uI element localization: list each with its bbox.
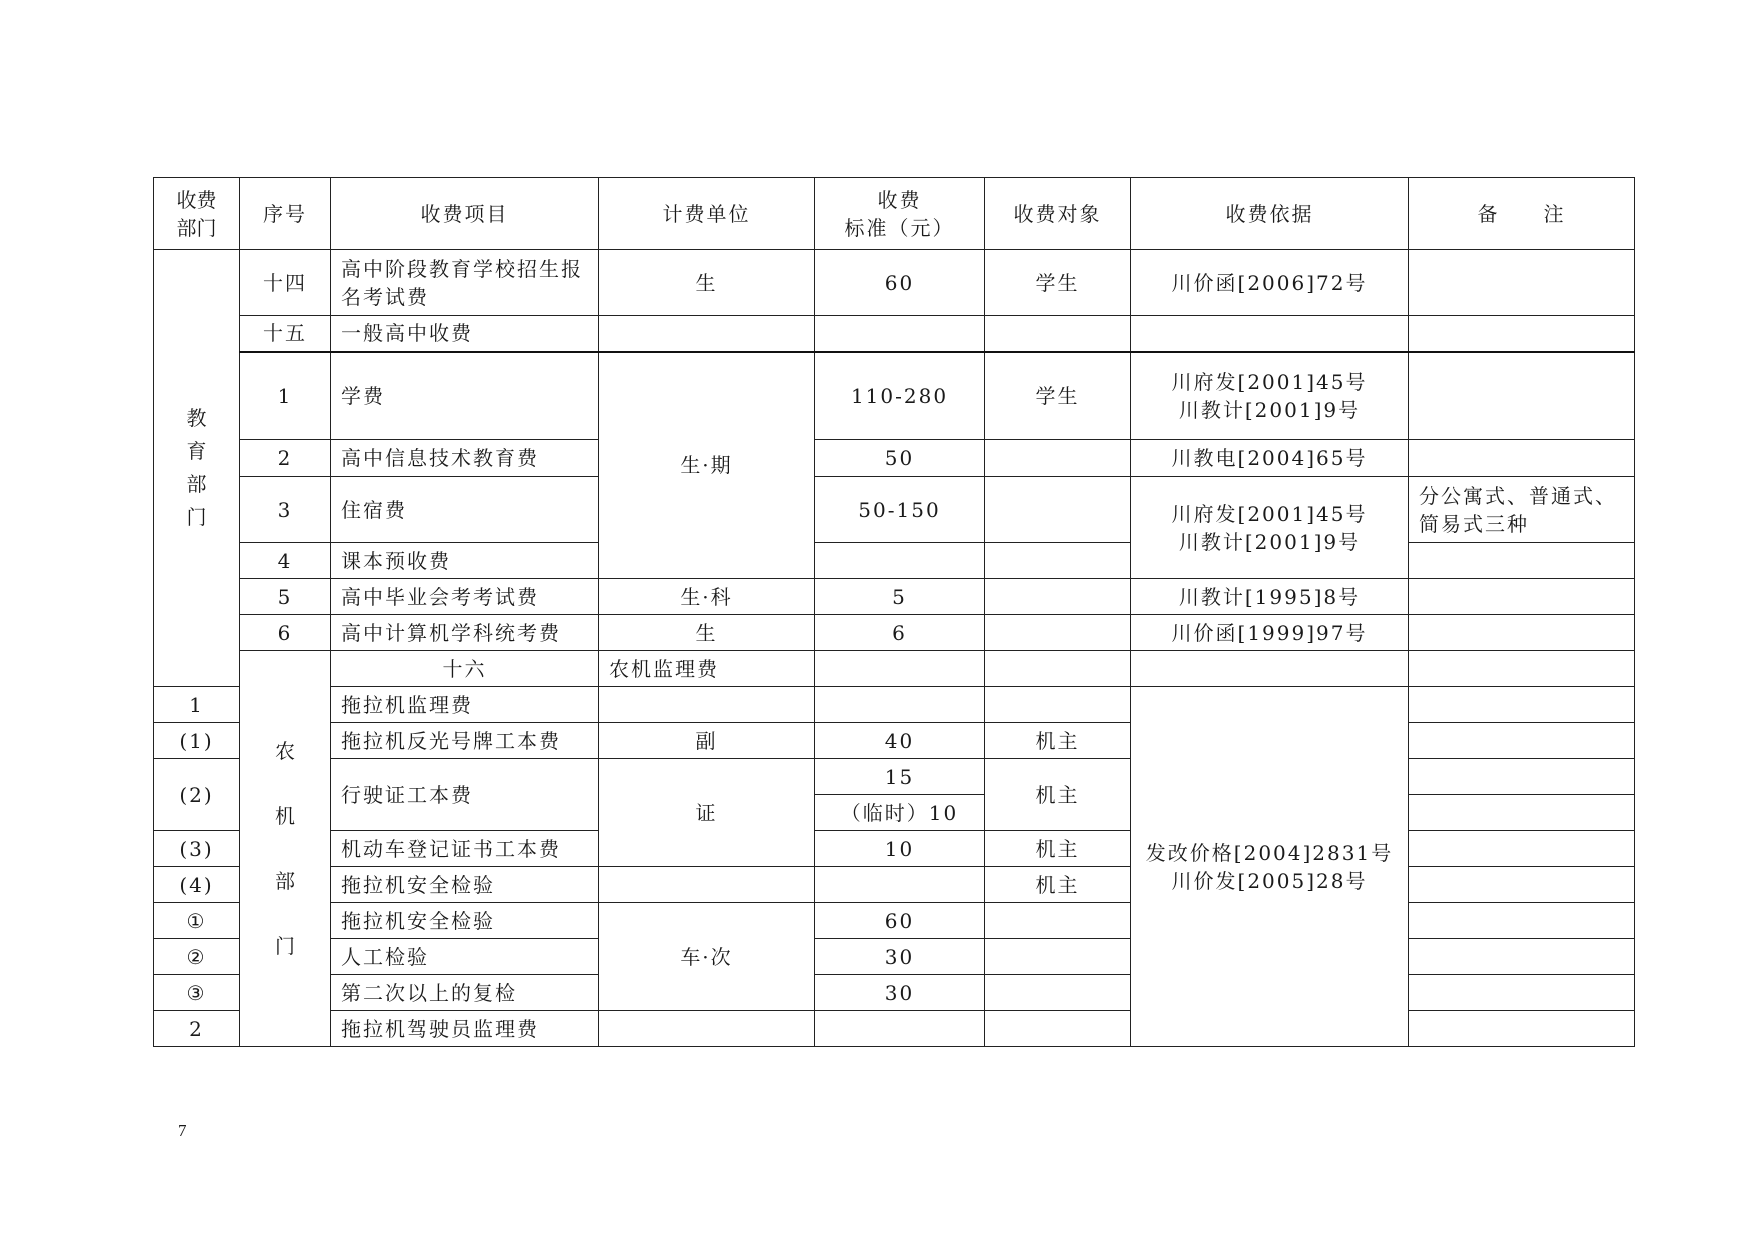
note-cell — [1409, 903, 1635, 939]
seq-cell: (2) — [154, 759, 240, 831]
target-cell — [985, 440, 1131, 477]
seq-cell: 4 — [240, 543, 331, 579]
target-cell: 机主 — [985, 723, 1131, 759]
unit-cell: 生 — [599, 615, 815, 651]
item-cell: 拖拉机安全检验 — [331, 903, 599, 939]
item-cell: 拖拉机监理费 — [331, 687, 599, 723]
note-cell — [1409, 759, 1635, 795]
table-row — [154, 250, 1635, 316]
header-seq: 序号 — [240, 178, 331, 250]
unit-cell — [815, 651, 985, 687]
note-cell — [1409, 352, 1635, 440]
target-cell: 机主 — [985, 831, 1131, 867]
table-row — [154, 651, 1635, 687]
note-cell — [1409, 831, 1635, 867]
target-cell — [985, 903, 1131, 939]
seq-cell: 3 — [240, 477, 331, 543]
standard-cell — [815, 687, 985, 723]
target-cell: 学生 — [985, 352, 1131, 440]
unit-cell: 副 — [599, 723, 815, 759]
note-cell — [1409, 687, 1635, 723]
note-cell — [1409, 723, 1635, 759]
dept-agricultural-machinery — [240, 651, 331, 1047]
seq-cell: (1) — [154, 723, 240, 759]
unit-cell — [599, 867, 815, 903]
header-target: 收费对象 — [985, 178, 1131, 250]
item-cell: 高中毕业会考考试费 — [331, 579, 599, 615]
target-cell — [985, 477, 1131, 543]
standard-cell: （临时）10 — [815, 795, 985, 831]
seq-cell: ③ — [154, 975, 240, 1011]
item-cell: 拖拉机反光号牌工本费 — [331, 723, 599, 759]
note-cell — [1409, 795, 1635, 831]
target-cell — [985, 1011, 1131, 1047]
item-cell: 拖拉机安全检验 — [331, 867, 599, 903]
note-cell — [1409, 250, 1635, 316]
seq-cell: 6 — [240, 615, 331, 651]
item-cell: 行驶证工本费 — [331, 759, 599, 831]
dept-agri-label: 农 机 部 门 — [275, 738, 295, 958]
standard-cell: 30 — [815, 939, 985, 975]
basis-cell: 川价函[1999]97号 — [1131, 615, 1409, 651]
target-cell — [985, 975, 1131, 1011]
standard-cell: 60 — [815, 250, 985, 316]
seq-cell: 5 — [240, 579, 331, 615]
note-cell — [1409, 867, 1635, 903]
seq-cell: 十五 — [240, 316, 331, 352]
standard-cell — [815, 867, 985, 903]
header-item: 收费项目 — [331, 178, 599, 250]
seq-cell: 十四 — [240, 250, 331, 316]
table-row — [154, 939, 1635, 975]
table-row — [154, 867, 1635, 903]
header-standard: 收费 标准（元） — [815, 178, 985, 250]
table-row — [154, 759, 1635, 795]
header-note: 备 注 — [1409, 178, 1635, 250]
note-cell — [1409, 579, 1635, 615]
table-header-row — [154, 178, 1635, 250]
unit-cell — [599, 687, 815, 723]
basis-cell — [1409, 651, 1635, 687]
fee-schedule-table — [153, 177, 1635, 1047]
standard-cell: 50 — [815, 440, 985, 477]
target-cell: 机主 — [985, 867, 1131, 903]
target-cell — [985, 687, 1131, 723]
item-cell: 课本预收费 — [331, 543, 599, 579]
target-cell: 学生 — [985, 250, 1131, 316]
item-cell: 高中信息技术教育费 — [331, 440, 599, 477]
target-cell — [985, 579, 1131, 615]
seq-cell: (4) — [154, 867, 240, 903]
basis-cell: 川教电[2004]65号 — [1131, 440, 1409, 477]
standard-cell — [815, 543, 985, 579]
table-row — [154, 316, 1635, 352]
item-cell: 高中计算机学科统考费 — [331, 615, 599, 651]
seq-cell: 2 — [154, 1011, 240, 1047]
basis-cell: 川价函[2006]72号 — [1131, 250, 1409, 316]
item-cell: 第二次以上的复检 — [331, 975, 599, 1011]
item-cell: 高中阶段教育学校招生报名考试费 — [331, 250, 599, 316]
note-cell — [1409, 1011, 1635, 1047]
note-cell — [1409, 939, 1635, 975]
unit-cell-merged: 生·期 — [599, 352, 815, 579]
page-number: 7 — [178, 1121, 187, 1140]
basis-cell: 川教计[1995]8号 — [1131, 579, 1409, 615]
basis-cell: 川府发[2001]45号 川教计[2001]9号 — [1131, 352, 1409, 440]
target-cell — [985, 543, 1131, 579]
unit-cell: 生 — [599, 250, 815, 316]
table-row — [154, 831, 1635, 867]
basis-cell-merged: 发改价格[2004]2831号 川价发[2005]28号 — [1131, 687, 1409, 1047]
seq-cell: (3) — [154, 831, 240, 867]
standard-cell: 10 — [815, 831, 985, 867]
standard-cell — [985, 651, 1131, 687]
standard-cell: 110-280 — [815, 352, 985, 440]
seq-cell: ② — [154, 939, 240, 975]
table-row — [154, 352, 1635, 440]
seq-cell: ① — [154, 903, 240, 939]
target-cell — [985, 316, 1131, 352]
table-row — [154, 579, 1635, 615]
basis-cell-merged: 川府发[2001]45号 川教计[2001]9号 — [1131, 477, 1409, 579]
note-cell: 分公寓式、普通式、 简易式三种 — [1409, 477, 1635, 543]
seq-cell: 1 — [240, 352, 331, 440]
target-cell: 机主 — [985, 759, 1131, 831]
standard-cell: 5 — [815, 579, 985, 615]
header-unit: 计费单位 — [599, 178, 815, 250]
table-row — [154, 615, 1635, 651]
unit-cell-merged: 证 — [599, 759, 815, 867]
note-cell — [1409, 440, 1635, 477]
target-cell — [985, 939, 1131, 975]
target-cell — [1131, 651, 1409, 687]
table-row — [154, 1011, 1635, 1047]
note-cell — [1409, 543, 1635, 579]
note-cell — [1409, 615, 1635, 651]
dept-education — [154, 250, 240, 687]
header-basis: 收费依据 — [1131, 178, 1409, 250]
table-row — [154, 723, 1635, 759]
standard-cell: 40 — [815, 723, 985, 759]
standard-cell: 6 — [815, 615, 985, 651]
standard-cell: 60 — [815, 903, 985, 939]
unit-cell: 生·科 — [599, 579, 815, 615]
standard-cell: 30 — [815, 975, 985, 1011]
item-cell: 住宿费 — [331, 477, 599, 543]
dept-education-label: 教 育 部 门 — [186, 406, 207, 529]
unit-cell — [599, 316, 815, 352]
item-cell: 拖拉机驾驶员监理费 — [331, 1011, 599, 1047]
seq-cell: 1 — [154, 687, 240, 723]
item-cell: 农机监理费 — [599, 651, 815, 687]
note-cell — [1409, 316, 1635, 352]
header-dept: 收费 部门 — [154, 178, 240, 250]
table-row — [154, 440, 1635, 477]
table-row — [154, 687, 1635, 723]
note-cell — [1409, 975, 1635, 1011]
table-row — [154, 903, 1635, 939]
standard-cell — [815, 316, 985, 352]
unit-cell-merged: 车·次 — [599, 903, 815, 1011]
standard-cell: 15 — [815, 759, 985, 795]
standard-cell — [815, 1011, 985, 1047]
table-row — [154, 975, 1635, 1011]
table-row — [154, 543, 1635, 579]
item-cell: 一般高中收费 — [331, 316, 599, 352]
unit-cell — [599, 1011, 815, 1047]
item-cell: 学费 — [331, 352, 599, 440]
table-row — [154, 477, 1635, 543]
standard-cell: 50-150 — [815, 477, 985, 543]
seq-cell: 2 — [240, 440, 331, 477]
item-cell: 机动车登记证书工本费 — [331, 831, 599, 867]
seq-cell: 十六 — [331, 651, 599, 687]
target-cell — [985, 615, 1131, 651]
item-cell: 人工检验 — [331, 939, 599, 975]
basis-cell — [1131, 316, 1409, 352]
